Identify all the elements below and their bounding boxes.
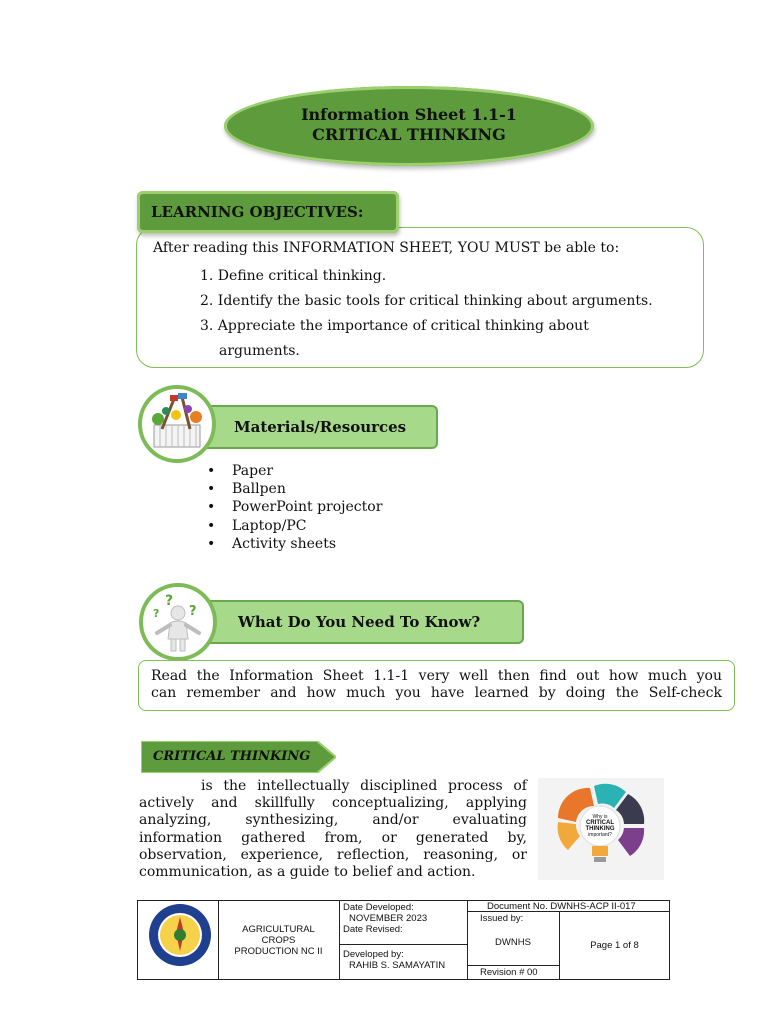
developed-by-label: Developed by: [343, 949, 404, 960]
list-item: • Activity sheets [207, 535, 382, 553]
infographic-text: important? [588, 832, 612, 838]
svg-text:?: ? [153, 607, 160, 620]
title-line-1: Information Sheet 1.1-1 [301, 105, 517, 124]
read-instructions-line-2: can remember and how much you have learned by doing the Self-check [151, 685, 722, 701]
learning-objectives-box [136, 227, 704, 368]
school-seal-logo [148, 903, 212, 967]
svg-text:?: ? [165, 593, 174, 609]
objective-item: 2. Identify the basic tools for critical thinking about arguments. [200, 293, 653, 309]
date-developed: NOVEMBER 2023 [349, 913, 428, 924]
materials-heading: Materials/Resources [200, 405, 438, 449]
document-footer-table [137, 900, 670, 980]
definition-line: communication, as a guide to belief and action. [139, 864, 476, 881]
issued-by-label: Issued by: [480, 913, 524, 924]
title-line-2: CRITICAL THINKING [312, 125, 506, 144]
garden-tools-icon [138, 385, 216, 463]
date-revised-label: Date Revised: [343, 924, 403, 935]
objective-item-continuation: arguments. [219, 343, 300, 359]
infographic-text: CRITICAL [586, 820, 614, 826]
definition-line: information gathered from, or generated by, [139, 829, 527, 846]
critical-thinking-infographic [538, 778, 664, 880]
need-to-know-heading: What Do You Need To Know? [202, 600, 524, 644]
question-person-icon [139, 583, 217, 661]
list-item: • Paper [207, 462, 382, 480]
materials-list [207, 462, 382, 553]
critical-thinking-banner [141, 741, 336, 773]
date-developed-label: Date Developed: [343, 902, 414, 913]
read-instructions-box [138, 660, 735, 711]
definition-line: is the intellectually disciplined process of [201, 778, 527, 794]
title-oval [224, 86, 594, 166]
critical-thinking-definition [139, 778, 527, 881]
infographic-text: Why is [592, 814, 608, 820]
learning-objectives-heading: LEARNING OBJECTIVES: [137, 191, 399, 233]
document-number: Document No. DWNHS-ACP II-017 [487, 901, 636, 912]
objective-item: 1. Define critical thinking. [200, 268, 387, 284]
page-number: Page 1 of 8 [590, 940, 639, 951]
list-item: • PowerPoint projector [207, 498, 382, 516]
read-instructions-line-1: Read the Information Sheet 1.1-1 very well then find out how much you [151, 668, 722, 684]
list-item: • Laptop/PC [207, 517, 382, 535]
infographic-text: THINKING [585, 826, 615, 832]
issuer: DWNHS [495, 937, 531, 948]
list-item: • Ballpen [207, 480, 382, 498]
definition-line: observation, experience, reflection, reasoning, or [139, 846, 527, 863]
definition-line: analyzing, synthesizing, and/or evaluating [139, 812, 527, 829]
course-line: PRODUCTION NC II [234, 946, 323, 957]
developer-name: RAHIB S. SAMAYATIN [349, 960, 446, 971]
definition-line: actively and skillfully conceptualizing, applying [139, 795, 527, 812]
course-line: CROPS [261, 935, 296, 946]
revision-number: Revision # 00 [480, 967, 538, 978]
objective-item: 3. Appreciate the importance of critical thinking about [200, 318, 589, 334]
svg-text:?: ? [189, 604, 197, 619]
learning-objectives-intro: After reading this INFORMATION SHEET, YOU MUST be able to: [153, 240, 620, 256]
course-line: AGRICULTURAL [242, 924, 315, 935]
learning-objectives-list [200, 264, 653, 364]
critical-thinking-label: CRITICAL THINKING [153, 749, 311, 764]
